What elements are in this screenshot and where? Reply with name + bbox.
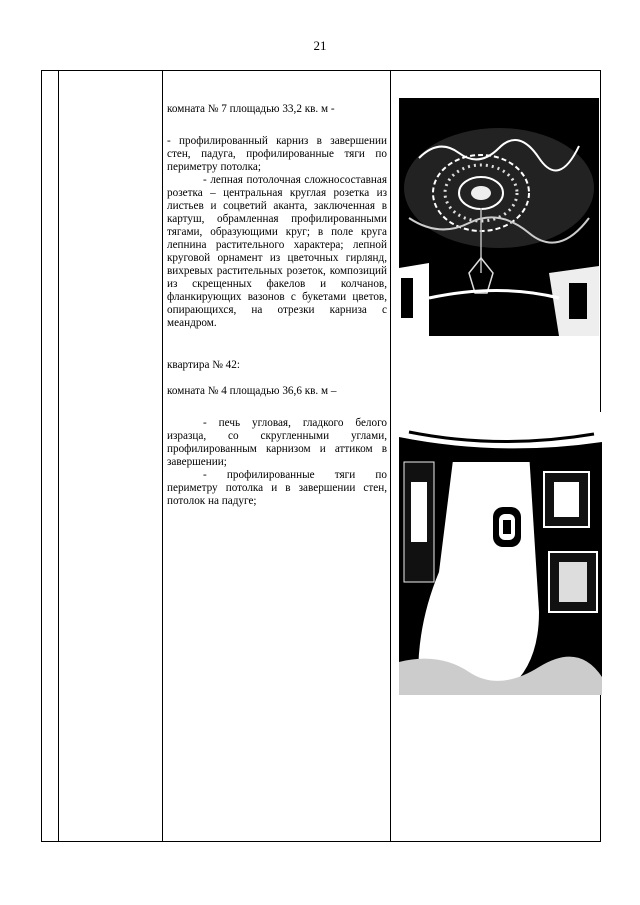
column-divider [58, 71, 59, 841]
description-column [167, 103, 387, 508]
room7-item-cornice: - профилированный карниз в завершении стен, падуга, профилированные тяги по периметру потолка; [167, 135, 387, 173]
room4-item-stove: - печь угловая, гладкого белого изразца, со скругленными углами, профилированным карнизом и аттиком в завершении; [167, 417, 387, 468]
column-divider [162, 71, 163, 841]
ceiling-rosette-photo [399, 98, 599, 336]
room7-heading: комната № 7 площадью 33,2 кв. м - [167, 103, 335, 115]
corner-stove-photo [399, 412, 602, 695]
room4-heading: комната № 4 площадью 36,6 кв. м – [167, 385, 337, 397]
page-number: 21 [313, 38, 327, 53]
room7-item-rosette: - лепная потолочная сложносоставная розетка – центральная круглая розетка из листьев и соцветий аканта, заключенная в картуш, обрамленная профилированными тягами, образующими круг; в поле круга лепнина растительного характера; лепной круговой орнамент из цветочных гирлянд, вихревых растительных розеток, композиций из скрещенных факелов и колчанов, фланкирующих вазонов с букетами цветов, опирающихся, на отрезки карниза с меандром. [167, 174, 387, 329]
apartment42-heading: квартира № 42: [167, 359, 240, 371]
column-divider [390, 71, 391, 841]
room4-item-ceiling: - профилированные тяги по периметру потолка и в завершении стен, потолок на падуге; [167, 469, 387, 507]
